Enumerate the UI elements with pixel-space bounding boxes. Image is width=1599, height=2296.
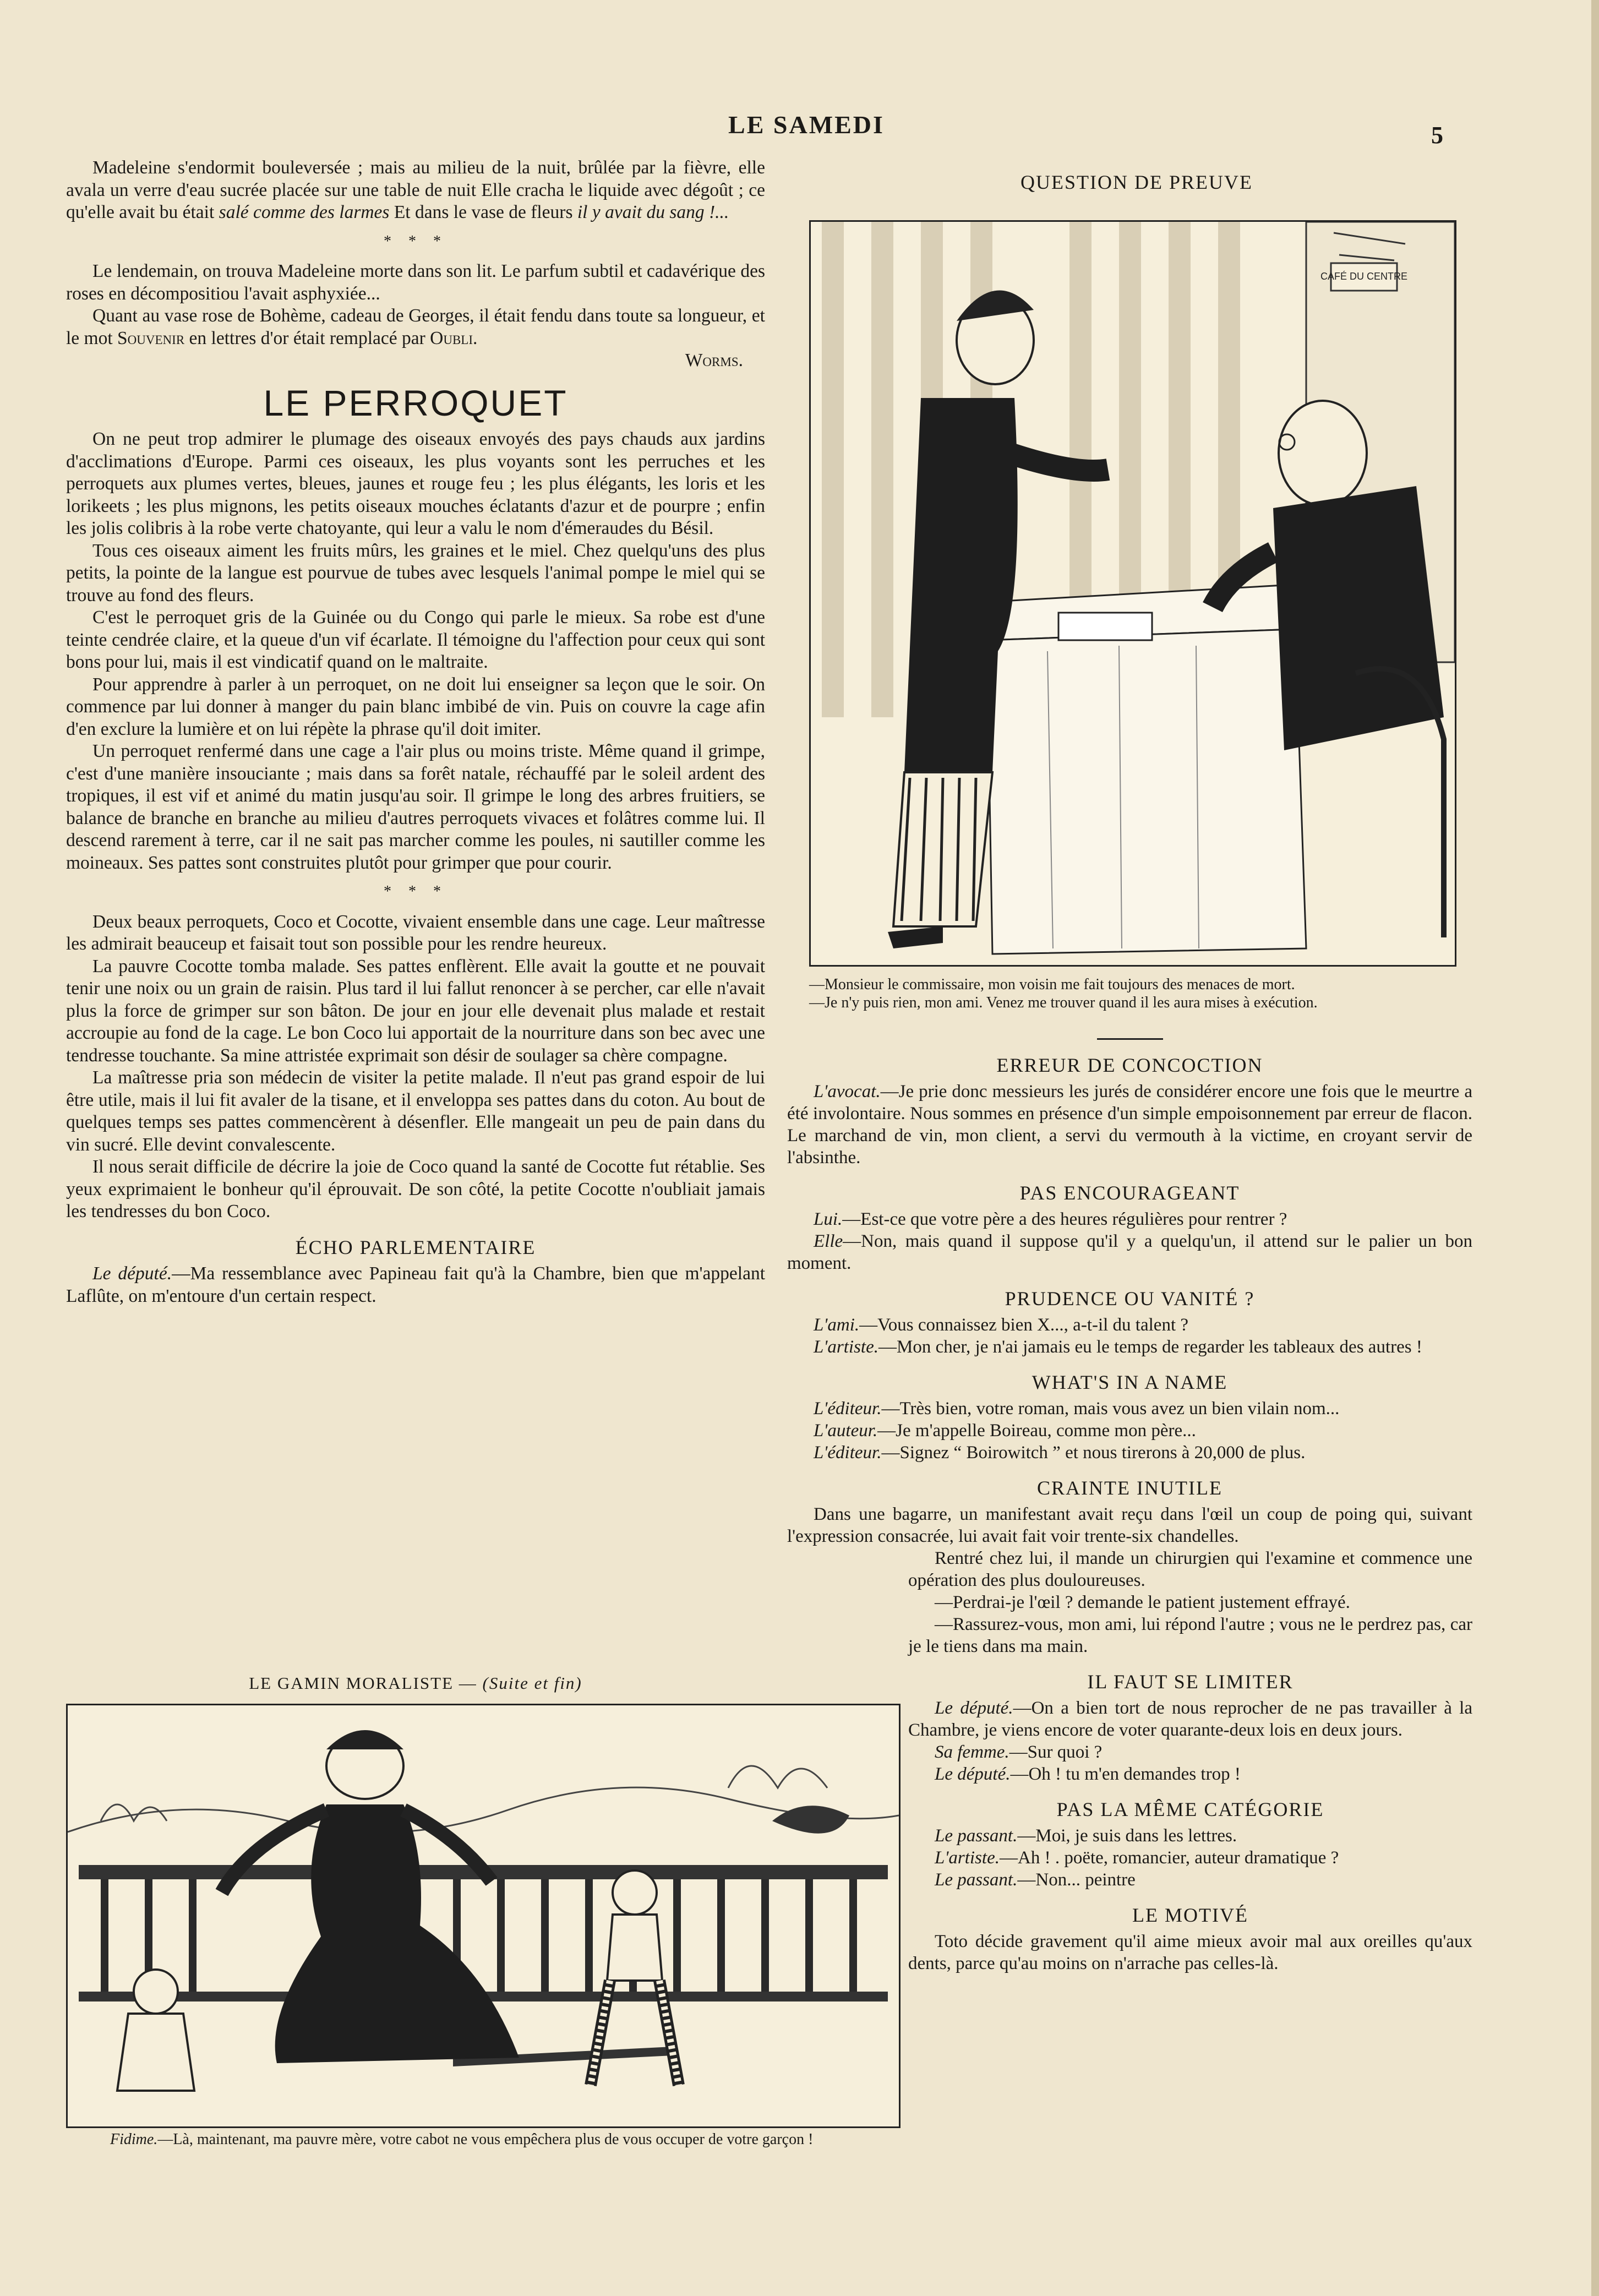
page-edge <box>1591 0 1599 2296</box>
section-heading: WHAT'S IN A NAME <box>1032 1371 1228 1393</box>
madeleine-paragraph-3: Quant au vase rose de Bohème, cadeau de Georges, il était fendu dans toute sa longueur, et le mot Souvenir en lettres d'or était remplacé par Oubli. <box>66 306 765 348</box>
perroquet-paragraph: C'est le perroquet gris de la Guinée ou du Congo qui parle le mieux. Sa robe est d'une teinte cendrée claire, et la queue d'un vif écarlate. Il témoigne du l'affection pour ceux qui sont bons pour lui, mais il est vindicatif quand on le maltraite. <box>66 607 765 672</box>
joke-line: Elle—Non, mais quand il suppose qu'il y a quelqu'un, il attend sur le palier un bon moment. <box>787 1231 1472 1273</box>
section-heading: PRUDENCE OU VANITÉ ? <box>1005 1288 1255 1310</box>
masthead: LE SAMEDI <box>728 111 885 139</box>
page-number: 5 <box>1431 122 1443 149</box>
lower-right-block <box>787 1671 1472 1975</box>
joke-line: Le député.—Oh ! tu m'en demandes trop ! <box>935 1764 1241 1784</box>
illustration-caption: Fidime.—Là, maintenant, ma pauvre mère, votre cabot ne vous empêchera plus de vous occuper de votre garçon ! <box>110 2131 814 2148</box>
caption-line: —Je n'y puis rien, mon ami. Venez me trouver quand il les aura mises à exécution. <box>809 994 1318 1011</box>
joke-paragraph: —Perdrai-je l'œil ? demande le patient justement effrayé. <box>935 1593 1350 1612</box>
left-column <box>66 157 765 1307</box>
perroquet-paragraph: Deux beaux perroquets, Coco et Cocotte, vivaient ensemble dans une cage. Leur maîtresse les admirait beauceup et faisait tout son possible pour les rendre heureux. <box>66 911 765 954</box>
joke-line: Sa femme.—Sur quoi ? <box>935 1742 1103 1762</box>
perroquet-paragraph: La maîtresse pria son médecin de visiter la petite malade. Il n'eut pas grand espoir de lui être utile, mais il lui fit avaler de la tisane, et il enveloppa ses pattes dans du coton. Au bout de quelques temps ses pattes commencèrent à désenfler. Elle mangeait un peu de pain dans du vin sucré. Elle devint convalescente. <box>66 1067 765 1155</box>
joke-line: Le passant.—Moi, je suis dans les lettres. <box>935 1826 1237 1846</box>
joke-paragraph: Rentré chez lui, il mande un chirurgien qui l'examine et commence une opération des plus douloureuses. <box>908 1548 1472 1590</box>
joke-paragraph: Toto décide gravement qu'il aime mieux avoir mal aux oreilles qu'aux dents, parce qu'au moins on n'arrache pas celles-là. <box>908 1932 1472 1973</box>
madeleine-paragraph-2: Le lendemain, on trouva Madeleine morte dans son lit. Le parfum subtil et cadavérique des roses en décompositiou l'avait asphyxiée... <box>66 261 765 304</box>
section-heading: CRAINTE INUTILE <box>1037 1477 1223 1499</box>
section-heading: PAS LA MÊME CATÉGORIE <box>1056 1798 1324 1820</box>
section-heading: LE MOTIVÉ <box>1132 1904 1248 1926</box>
section-heading: QUESTION DE PREUVE <box>1020 171 1253 193</box>
joke-line: L'artiste.—Ah ! . poëte, romancier, auteur dramatique ? <box>935 1848 1339 1868</box>
article-title: LE PERROQUET <box>263 382 568 423</box>
street-scene-drawing <box>68 1705 899 2126</box>
joke-line: Le député.—On a bien tort de nous reprocher de ne pas travailler à la Chambre, je viens encore de voter quarante-deux lois en deux jours. <box>908 1698 1473 1740</box>
section-heading: ÉCHO PARLEMENTAIRE <box>295 1236 536 1258</box>
right-column <box>787 1024 1472 1975</box>
joke-line: Le député.—Ma ressemblance avec Papineau fait qu'à la Chambre, bien que m'appelant Laflûte, on m'entoure d'un certain respect. <box>66 1263 766 1306</box>
commissaire-scene-drawing <box>811 222 1455 965</box>
joke-line: L'avocat.—Je prie donc messieurs les jurés de considérer encore une fois que le meurtre a été involontaire. Nous sommes en présence d'un simple empoisonnement par erreur de flacon. Le marchand de vin, mon client, a servi du vermouth à la victime, en croyant servir de l'absinthe. <box>787 1082 1472 1168</box>
cafe-sign-text: CAFÉ DU CENTRE <box>1320 271 1408 282</box>
joke-paragraph: —Rassurez-vous, mon ami, lui répond l'autre ; vous ne le perdrez pas, car je le tiens dans ma main. <box>908 1615 1472 1656</box>
perroquet-paragraph: Il nous serait difficile de décrire la joie de Coco quand la santé de Cocotte fut rétablie. Ses yeux exprimaient le bonheur qu'il éprouvait. De son côté, la petite Cocotte n'oubliait jamais les tendresses du bon Coco. <box>66 1157 765 1221</box>
section-heading: ERREUR DE CONCOCTION <box>996 1054 1263 1076</box>
joke-line: Lui.—Est-ce que votre père a des heures régulières pour rentrer ? <box>814 1209 1287 1229</box>
joke-line: L'auteur.—Je m'appelle Boireau, comme mon père... <box>814 1421 1196 1441</box>
preuve-illustration <box>809 220 1456 967</box>
joke-line: Le passant.—Non... peintre <box>935 1870 1136 1890</box>
joke-line: L'ami.—Vous connaissez bien X..., a-t-il du talent ? <box>814 1315 1189 1335</box>
joke-paragraph: Dans une bagarre, un manifestant avait reçu dans l'œil un coup de poing qui, suivant l'expression consacrée, lui avait fait voir trente-six chandelles. <box>787 1504 1472 1546</box>
separator-stars: * * * <box>384 232 447 250</box>
gamin-illustration <box>66 1704 901 2128</box>
separator-stars: * * * <box>384 883 447 900</box>
joke-line: L'éditeur.—Signez “ Boirowitch ” et nous tirerons à 20,000 de plus. <box>814 1443 1306 1463</box>
illustration-title: LE GAMIN MORALISTE — (Suite et fin) <box>249 1673 582 1693</box>
perroquet-paragraph: Pour apprendre à parler à un perroquet, on ne doit lui enseigner sa leçon que le soir. On commence par lui donner à manger du pain blanc imbibé de vin. Puis on couvre la cage afin d'en exclure la lumière et on lui répète la phrase qu'il doit imiter. <box>66 674 765 739</box>
preuve-caption <box>793 975 1475 1012</box>
section-heading: IL FAUT SE LIMITER <box>1087 1671 1294 1693</box>
madeleine-paragraph-1: Madeleine s'endormit bouleversée ; mais au milieu de la nuit, brûlée par la fièvre, elle avala un verre d'eau sucrée placée sur une table de nuit Elle cracha le liquide avec dégoût ; ce qu'elle avait bu était salé comme des larmes Et dans le vase de fleurs il y avait du sang !... <box>66 157 765 222</box>
joke-line: L'éditeur.—Très bien, votre roman, mais vous avez un bien vilain nom... <box>814 1399 1340 1419</box>
perroquet-paragraph: Un perroquet renfermé dans une cage a l'air plus ou moins triste. Même quand il grimpe, c'est d'une manière insouciante ; mais dans sa forêt natale, réchauffé par le soleil ardent des tropiques, il est vif et animé du matin jusqu'au soir. Il grimpe le long des arbres fruitiers, se balance de branche en branche au milieu d'autres perroquets vivaces et folâtres comme lui. Il descend rarement à terre, car il ne sait pas marcher comme les poules, ni sautiller comme les moineaux. Ses pattes sont construites plutôt pour grimper que pour courir. <box>66 741 765 873</box>
signature: Worms. <box>685 350 743 370</box>
section-rule <box>1097 1038 1163 1040</box>
perroquet-paragraph: Tous ces oiseaux aiment les fruits mûrs, les graines et le miel. Chez quelqu'uns des plus petits, la pointe de la langue est pourvue de tubes avec lesquels l'animal pompe le miel qui se trouve au fond des fleurs. <box>66 540 765 606</box>
caption-line: —Monsieur le commissaire, mon voisin me fait toujours des menaces de mort. <box>809 976 1295 993</box>
perroquet-paragraph: La pauvre Cocotte tomba malade. Ses pattes enflèrent. Elle avait la goutte et ne pouvait tenir une noix ou un grain de raisin. Plus tard il lui fallut renoncer à se percher, car elle n'avait plus la force de grimper sur son bâton. De jour en jour elle devenait plus malade et restait accroupie au fond de la cage. Le bon Coco lui apportait de la nourriture dans son bec avec une tendresse touchante. Sa mine attristée exprimait son désir de soulager sa chère compagne. <box>66 956 765 1066</box>
section-heading: PAS ENCOURAGEANT <box>1019 1182 1240 1204</box>
joke-line: L'artiste.—Mon cher, je n'ai jamais eu le temps de regarder les tableaux des autres ! <box>814 1337 1422 1357</box>
perroquet-paragraph: On ne peut trop admirer le plumage des oiseaux envoyés des pays chauds aux jardins d'acclimations d'Europe. Parmi ces oiseaux, les plus voyants sont les perruches et les perroquets aux plumes vertes, bleues, jaunes et rouge feu ; les plus élégants, les loris et les lorikeets ; les plus mignons, les petits oiseaux mouches éclatants d'azur et de pourpre ; enfin les jolis colibris à la robe verte chatoyante, qui leur a valu le nom d'émeraudes du Bésil. <box>66 429 765 538</box>
